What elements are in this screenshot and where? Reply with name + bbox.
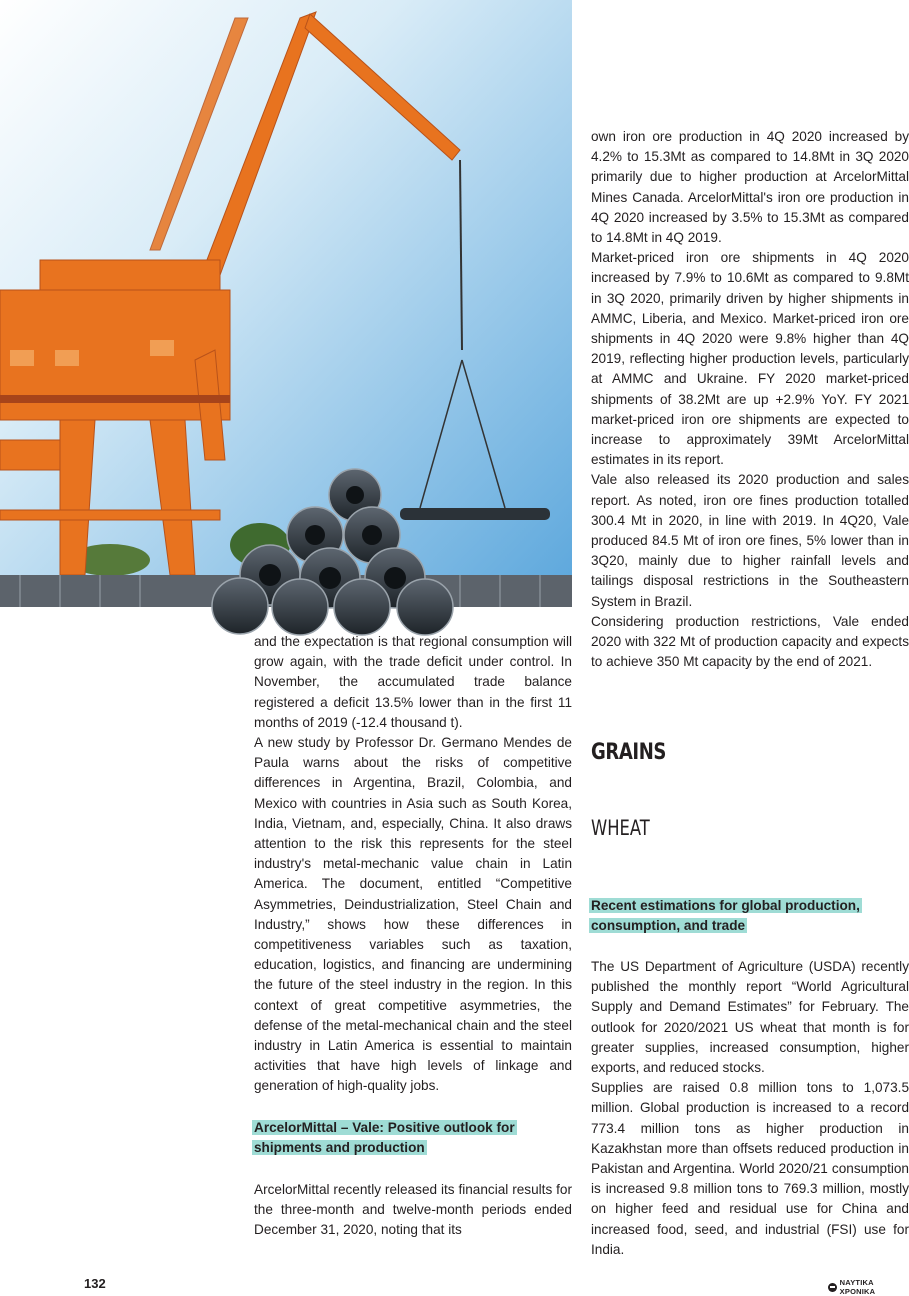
crane-photo [0, 0, 572, 607]
vale-paragraph: Vale also released its 2020 production and sales report. As noted, iron ore fines production totalled 300.4 Mt in 2020, in line with 2019. In 4Q20, Vale produced 84.5 Mt of iron ore fines, 5% lower than in 3Q20, mainly due to higher rainfall levels and tailings disposal restrictions in the Southeastern System in Brazil. [591, 472, 909, 609]
usda-paragraph: The US Department of Agriculture (USDA) recently published the monthly report “World Agricultural Supply and Demand Estimates” for February. The outlook for 2020/2021 US wheat that month is for greater supplies, increased consumption, higher exports, and reduced stocks. [591, 959, 909, 1076]
brand-footer [828, 1278, 909, 1296]
right-column-top [591, 127, 909, 672]
brand-name: ΝΑΥΤΙΚΑ ΧΡΟΝΙΚΑ [839, 1278, 876, 1296]
study-paragraph: A new study by Professor Dr. Germano Mendes de Paula warns about the risks of competitive differences in Argentina, Brazil, Colombia, and Mexico with countries in Asia such as South Korea, India, Vietnam, and, especially, China. It also draws attention to the risk this represents for the steel industry's metal-mechanic value chain in Latin America. The document, entitled “Competitive Asymmetries, Deindustrialization, Steel Chain and Industry,” shows how these differences in competitiveness variables such as taxation, education, logistics, and financing are undermining the future of the steel industry in the region. In this context of great competitive asymmetries, the defense of the metal-mechanical chain and the steel industry in Latin America is essential to maintain activities that have high levels of linkage and generation of high-quality jobs. [254, 735, 572, 1094]
brand-logo-icon [828, 1283, 837, 1292]
crane-illustration [0, 0, 572, 607]
capacity-paragraph: Considering production restrictions, Vale ended 2020 with 322 Mt of production capacity and expects to achieve 350 Mt capacity by the end of 2021. [591, 613, 909, 670]
arcelor-subheading-block [252, 1118, 572, 1159]
shipments-paragraph: Market-priced iron ore shipments in 4Q 2020 increased by 7.9% to 10.6Mt as compared to 9.8Mt in 3Q 2020, primarily driven by higher shipments in AMMC, Liberia, and Mexico. Market-priced iron ore shipments in 4Q 2020 were 9.8% higher than 4Q 2019, reflecting higher production levels, particularly at AMMC and Ukraine. FY 2020 market-priced shipments of 38.2Mt are up +2.9% YoY. FY 2021 market-priced iron ore shipments are expected to increase to approximately 39Mt ArcelorMittal estimates in its report. [591, 250, 909, 468]
left-column [254, 632, 572, 1097]
arcelor-text-block [254, 1180, 572, 1241]
section-heading-grains: GRAINS [591, 740, 667, 765]
right-column-bottom [591, 957, 909, 1260]
supplies-paragraph: Supplies are raised 0.8 million tons to 1,073.5 million. Global production is increased to a record 773.4 million tons as higher production in Kazakhstan more than offsets reduced production in Pakistan and Argentina. World 2020/21 consumption is increased 9.8 million tons to 769.3 million, mostly on higher feed and residual use for China and increased food, seed, and industrial (FSI) use for India. [591, 1080, 909, 1257]
intro-paragraph: and the expectation is that regional consumption will grow again, with the trade deficit under control. In November, the accumulated trade balance registered a deficit 13.5% lower than in the first 11 months of 2019 (-12.4 thousand t). [254, 634, 572, 730]
arcelor-paragraph: ArcelorMittal recently released its financial results for the three-month and twelve-month periods ended December 31, 2020, noting that its [254, 1182, 572, 1238]
production-paragraph: own iron ore production in 4Q 2020 increased by 4.2% to 15.3Mt as compared to 14.8Mt in 3Q 2020 primarily due to higher production at ArcelorMittal Mines Canada. ArcelorMittal's iron ore production in 4Q 2020 increased by 3.5% to 15.3Mt as compared to 14.8Mt in 4Q 2019. [591, 129, 909, 246]
estimations-subheading: Recent estimations for global production, consumption, and trade [591, 898, 860, 934]
arcelor-subheading: ArcelorMittal – Vale: Positive outlook for shipments and production [254, 1120, 515, 1156]
section-subheading-wheat: WHEAT [591, 816, 650, 840]
estimations-subheading-block [589, 896, 909, 937]
page-number: 132 [84, 1276, 106, 1291]
